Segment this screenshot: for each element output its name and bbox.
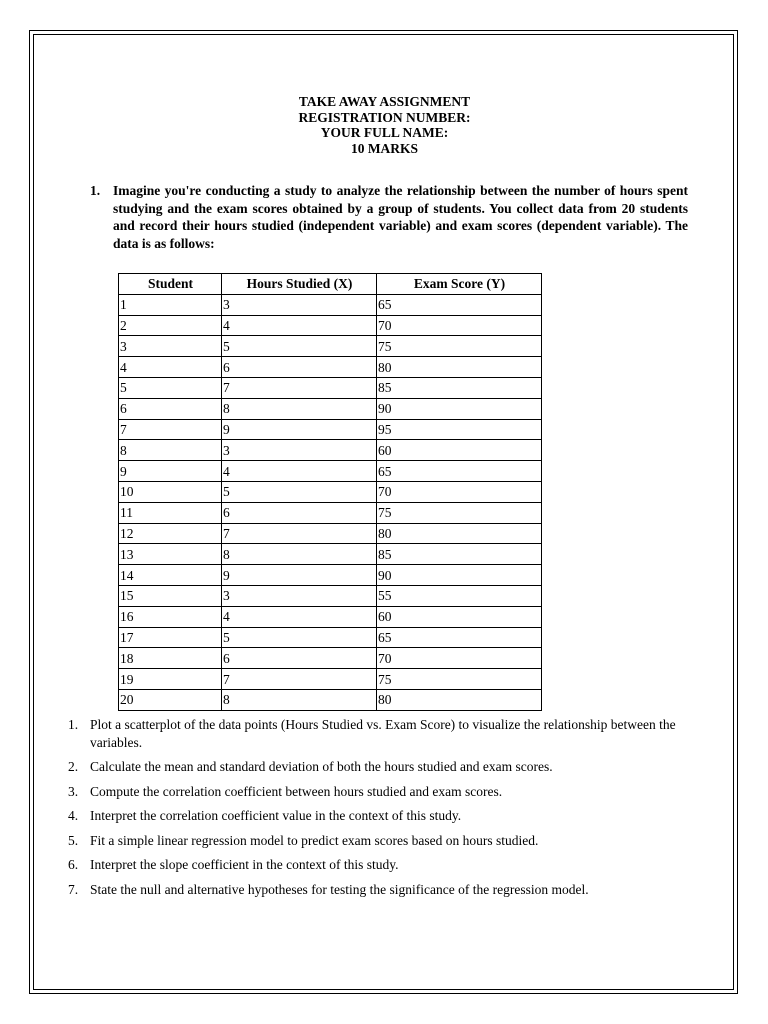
table-row [119,377,542,398]
table-row [119,544,542,565]
cell-score: 80 [377,523,542,544]
task-number: 5. [68,832,79,848]
question-1 [90,182,688,252]
table-row [119,565,542,586]
list-item [68,881,708,899]
list-item [68,783,708,801]
cell-student: 11 [119,502,222,523]
task-number: 7. [68,881,79,897]
table-row [119,481,542,502]
cell-hours: 9 [222,419,377,440]
data-table [118,273,542,711]
list-item [68,758,708,776]
cell-hours: 6 [222,648,377,669]
cell-student: 17 [119,627,222,648]
cell-hours: 4 [222,315,377,336]
header-student: Student [119,274,222,295]
cell-score: 75 [377,336,542,357]
cell-score: 75 [377,502,542,523]
table-row [119,627,542,648]
table-row [119,315,542,336]
cell-score: 60 [377,606,542,627]
cell-hours: 3 [222,585,377,606]
task-text: Compute the correlation coefficient between hours studied and exam scores. [90,783,503,799]
cell-score: 80 [377,689,542,710]
cell-student: 4 [119,357,222,378]
header-score: Exam Score (Y) [377,274,542,295]
table-row [119,398,542,419]
cell-score: 70 [377,648,542,669]
cell-student: 1 [119,294,222,315]
cell-student: 5 [119,377,222,398]
table-row [119,669,542,690]
task-text: Interpret the correlation coefficient value in the context of this study. [90,808,462,823]
cell-hours: 6 [222,502,377,523]
table-row [119,294,542,315]
task-number: 3. [68,783,79,799]
cell-hours: 5 [222,627,377,648]
table-row [119,440,542,461]
table-row [119,689,542,710]
cell-hours: 4 [222,606,377,627]
cell-hours: 8 [222,689,377,710]
cell-score: 70 [377,481,542,502]
marks-label: 10 MARKS [350,140,419,156]
cell-student: 8 [119,440,222,461]
cell-score: 75 [377,669,542,690]
table-row [119,502,542,523]
list-item [68,807,708,825]
cell-score: 85 [377,544,542,565]
task-text: Interpret the slope coefficient in the context of this study. [90,857,399,872]
question-number: 1. [90,183,101,198]
cell-hours: 8 [222,544,377,565]
cell-student: 13 [119,544,222,565]
cell-score: 65 [377,294,542,315]
task-number: 4. [68,808,79,823]
cell-student: 16 [119,606,222,627]
cell-score: 55 [377,585,542,606]
assignment-header [0,94,768,156]
cell-student: 18 [119,648,222,669]
header-hours: Hours Studied (X) [222,274,377,295]
list-item [68,856,708,874]
task-text: State the null and alternative hypotheses for testing the significance of the regression model. [90,881,589,897]
cell-student: 10 [119,481,222,502]
task-text: Fit a simple linear regression model to predict exam scores based on hours studied. [90,832,539,848]
cell-hours: 8 [222,398,377,419]
cell-student: 15 [119,585,222,606]
cell-student: 6 [119,398,222,419]
table-row [119,523,542,544]
list-item [68,832,708,850]
cell-hours: 5 [222,336,377,357]
cell-score: 60 [377,440,542,461]
cell-student: 3 [119,336,222,357]
cell-hours: 9 [222,565,377,586]
cell-hours: 3 [222,294,377,315]
cell-student: 12 [119,523,222,544]
table-header-row [119,274,542,295]
cell-student: 19 [119,669,222,690]
table-row [119,585,542,606]
cell-student: 20 [119,689,222,710]
table-row [119,336,542,357]
cell-score: 95 [377,419,542,440]
table-row [119,606,542,627]
task-number: 6. [68,857,79,872]
list-item [68,716,708,751]
table-row [119,357,542,378]
cell-student: 9 [119,461,222,482]
cell-score: 70 [377,315,542,336]
assignment-title: TAKE AWAY ASSIGNMENT [298,94,471,109]
task-number: 1. [68,717,79,732]
task-text: Calculate the mean and standard deviation of both the hours studied and exam scores. [90,759,553,774]
cell-score: 90 [377,398,542,419]
cell-student: 14 [119,565,222,586]
question-text: Imagine you're conducting a study to analyze the relationship between the number of hours spent studying and the exam scores obtained by a group of students. You collect data from 20 students and record their hours studied (independent variable) and exam scores (dependent variable). The data is as follows: [113,183,688,251]
cell-hours: 5 [222,481,377,502]
cell-hours: 7 [222,377,377,398]
cell-score: 65 [377,627,542,648]
full-name-label: YOUR FULL NAME: [320,125,449,140]
cell-hours: 7 [222,523,377,544]
cell-hours: 3 [222,440,377,461]
table-row [119,461,542,482]
cell-score: 80 [377,357,542,378]
cell-score: 85 [377,377,542,398]
table-row [119,648,542,669]
cell-hours: 7 [222,669,377,690]
cell-hours: 4 [222,461,377,482]
cell-score: 65 [377,461,542,482]
table-body [119,294,542,710]
cell-hours: 6 [222,357,377,378]
task-number: 2. [68,759,79,774]
registration-number-label: REGISTRATION NUMBER: [298,109,471,125]
cell-score: 90 [377,565,542,586]
table-row [119,419,542,440]
cell-student: 2 [119,315,222,336]
task-list [68,716,708,905]
task-text: Plot a scatterplot of the data points (Hours Studied vs. Exam Score) to visualize the relationship between the variables. [90,717,676,750]
cell-student: 7 [119,419,222,440]
